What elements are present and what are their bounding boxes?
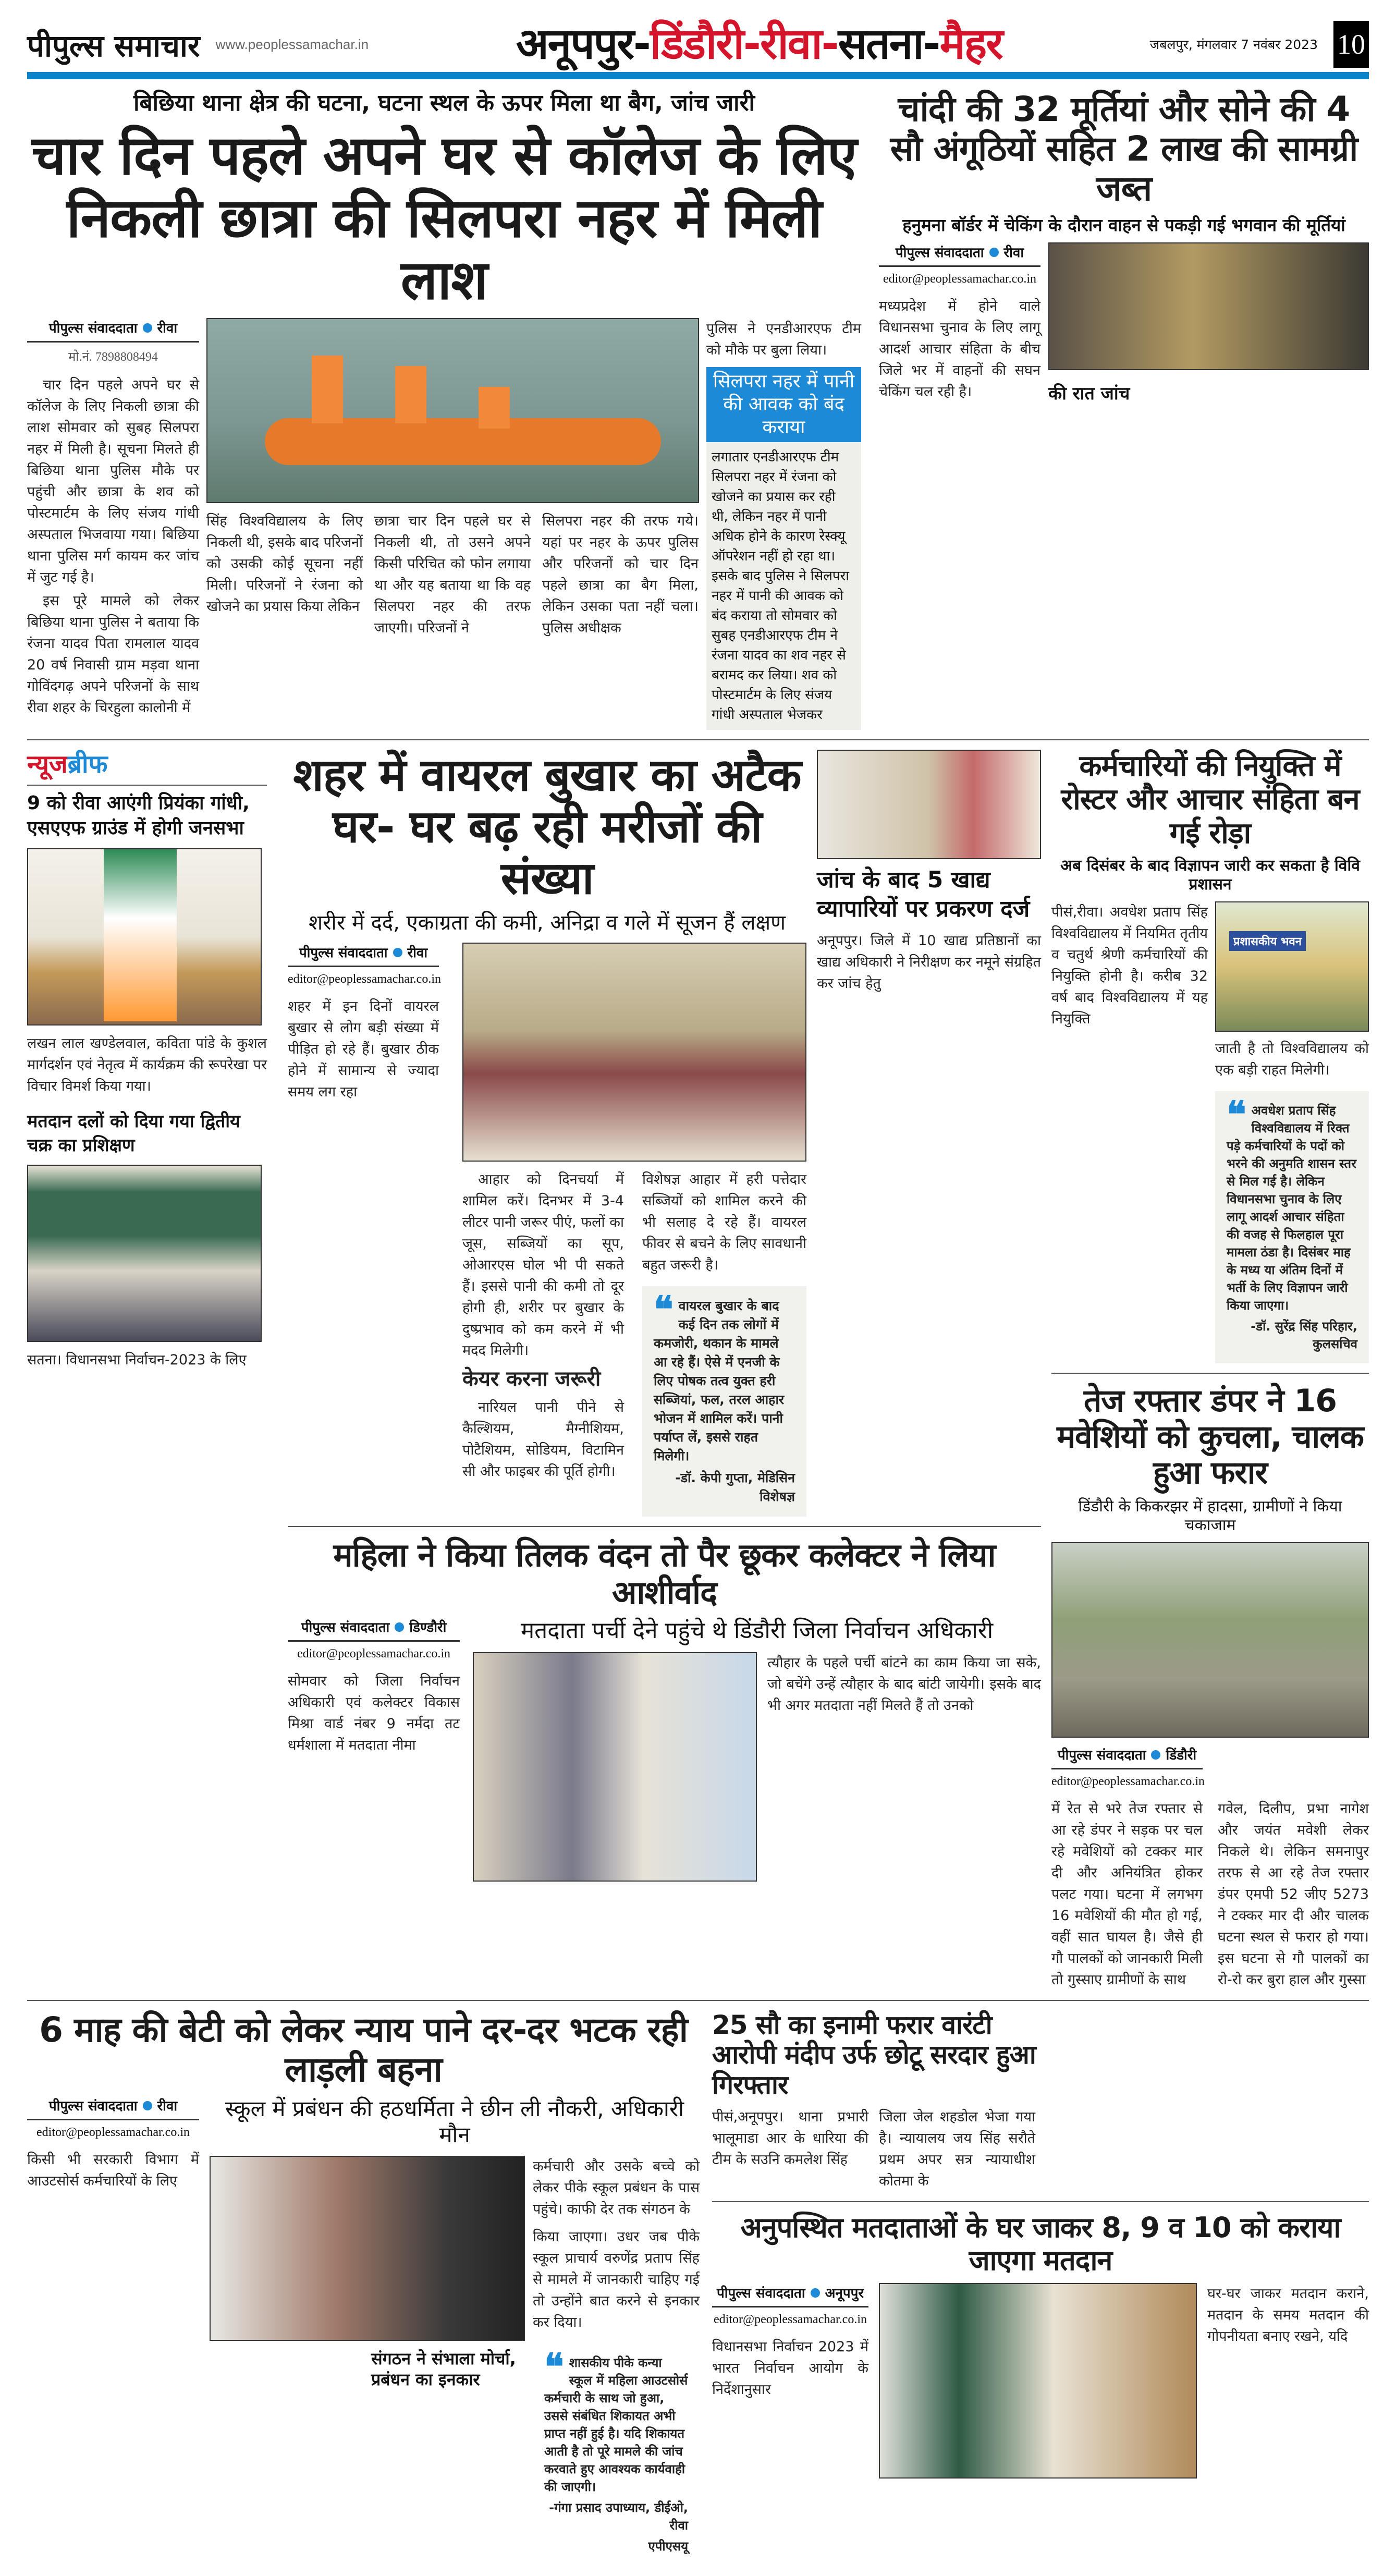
behna-headline: 6 माह की बेटी को लेकर न्याय पाने दर-दर भटक रही लाड़ली बहना [39,2009,688,2090]
a1-col4: सिलपरा नहर की तरफ गये। यहां पर नहर के ऊपर पुलिस और परिजनों को चार दिन पहले छात्रा का बैग मिला, लेकिन उसका पता नहीं चला। पुलिस अधीक्षक [542,512,699,636]
brief-label-2: ब्रीफ [67,749,108,779]
article-food-traders [817,750,1041,994]
divider [712,2201,1369,2202]
byline-city: डिंडौरी [1166,1747,1197,1763]
food-headline: जांच के बाद 5 खाद्य व्यापारियों पर प्रकरण दर्ज [817,866,1030,922]
viral-sub: शरीर में दर्द, एकाग्रता की कमी, अनिद्रा व गले में सूजन हैं लक्षण [308,911,786,935]
a2-sub: हनुमना बॉर्डर में चेकिंग के दौरान वाहन से पकड़ी गई भगवान की मूर्तियां [902,214,1345,235]
a1-left [27,318,199,721]
brief-1-headline: 9 को रीवा आएंगी प्रियंका गांधी, एसएएफ ग्राउंड में होगी जनसभा [27,792,250,839]
viral-subhead: केयर करना जरूरी [462,1367,601,1391]
roster-right [1215,901,1369,1363]
roster-photo-building [1215,901,1369,1032]
title-part: डिंडौरी-रीवा- [650,19,838,69]
a1-photo-rescue-boat [206,318,699,503]
divider [288,1526,1041,1527]
viral-body [288,943,806,1517]
a1-right [706,318,861,730]
byline-city: रीवा [1003,245,1024,261]
byline-city: रीवा [157,320,178,336]
dot-icon [143,2101,152,2110]
roster-body [1051,901,1369,1363]
person-shape [479,387,510,429]
byline [27,318,199,343]
article-warrant [712,2010,1040,2107]
article-collector [288,1536,1041,1881]
a1-body [27,318,861,730]
dot-icon [1151,1750,1160,1760]
behna-col3 [371,2348,525,2390]
roster-col1: पीसं,रीवा। अवधेश प्रताप सिंह विश्वविद्यालय में नियमित तृतीय व चतुर्थ श्रेणी कर्मचारियों की नियुक्ति होनी है। करीब 32 वर्ष बाद विश्वविद्यालय में यह नियुक्ति [1051,904,1208,1027]
behna-left [27,2096,199,2192]
absent-col1: विधानसभा निर्वाचन 2023 में भारत निर्वाचन आयोग के निर्देशानुसार [712,2338,868,2398]
byline-city: अनूपपुर [825,2285,864,2301]
viral-quote [642,1286,806,1517]
page-number: 10 [1333,21,1369,68]
behna-right [210,2096,700,2566]
viral-right [462,943,806,1517]
food-text: अनूपपुर। जिले में 10 खाद्य प्रतिष्ठानों का खाद्य अधिकारी ने निरीक्षण कर नमूने संग्रहित कर जांच हेतु [817,932,1041,992]
behna-quote [533,2343,700,2566]
title-part: सतना- [838,19,940,69]
dumper-headline: तेज रफ्तार डंपर ने 16 मवेशियों को कुचला, चालक हुआ फरार [1057,1382,1364,1491]
a2-photo-checking [1048,242,1369,370]
email[interactable]: editor@peoplessamachar.co.in [297,1647,450,1661]
absent-left [712,2283,868,2400]
article-roster [1051,750,1369,1363]
dumper-columns [1051,1798,1369,1991]
byline-city: रीवा [407,945,428,961]
dumper-byline-block [1051,1745,1203,1798]
a1-sidebox [706,367,861,730]
divider [1051,1373,1369,1374]
viral-col3 [642,1169,806,1517]
row-top [27,90,1369,730]
email[interactable]: editor@peoplessamachar.co.in [883,272,1036,286]
a2-col1: मध्यप्रदेश में होने वाले विधानसभा चुनाव के लिए लागू आदर्श आचार संहिता के बीच जिले भर में वाहनों की सघन चेकिंग चल रही है। [879,298,1040,400]
paragraph: इस पूरे मामले को लेकर बिछिया थाना पुलिस ने बताया कि रंजना यादव पिता रामलाल यादव 20 वर्ष निवासी ग्राम मड़वा थाना गोविंदगढ़ अपने परिजनों के साथ रीवा शहर के चिरहुला कालोनी में [27,592,199,716]
quote-icon: ❝ [1227,1092,1246,1136]
brief-2-headline: मतदान दलों को दिया गया द्वितीय चक्र का प्रशिक्षण [27,1111,240,1156]
dumper-photo [1051,1542,1369,1738]
paragraph: कर्मचारी और उसके बच्चे को लेकर पीके स्कूल प्रबंधन के पास पहुंचे। काफी देर तक संगठन के [533,2158,700,2217]
issue-date: जबलपुर, मंगलवार 7 नवंबर 2023 [1149,37,1318,53]
divider [27,2000,1369,2001]
viral-headline: शहर में वायरल बुखार का अटैक घर- घर बढ़ रही मरीजों की संख्या [293,749,801,905]
a1-columns [206,510,699,639]
dot-icon [989,248,999,257]
byline-label: पीपुल्स संवाददाता [301,1620,390,1636]
quote-tag: एपीएसयू [648,2538,688,2554]
article-idols-seized [879,90,1369,405]
behna-col4 [533,2156,700,2566]
behna-middle [210,2156,525,2390]
boat-shape [265,418,661,465]
quote-icon: ❝ [654,1288,673,1332]
byline-label: पीपुल्स संवाददाता [48,320,138,336]
byline-label: पीपुल्स संवाददाता [299,945,388,961]
collector-headline: महिला ने किया तिलक वंदन तो पैर छूकर कलेक्टर ने लिया आशीर्वाद [333,1536,996,1611]
a2-right [1048,242,1369,405]
a2-body [879,242,1369,405]
absent-photo [879,2283,1197,2479]
title-part: मैहर [939,19,1002,69]
phone: मो.नं. 7898808494 [68,350,158,364]
news-brief [27,750,267,1371]
email[interactable]: editor@peoplessamachar.co.in [36,2125,190,2139]
dumper-col1: में रेत से भरे तेज रफ्तार से आ रहे डंपर ने सड़क पर चल रहे मवेशियों को टक्कर मार दी और अनियंत्रित होकर पलट गया। घटना में लगभग 16 मवेशियों की मौत हो गई, वहीं सात घायल है। जैसे ही गौ पालकों को जानकारी मिली तो गुस्साए ग्रामीणों के साथ [1051,1800,1203,1988]
sidebox-title: सिलपरा नहर में पानी की आवक को बंद कराया [706,367,861,442]
collector-media [473,1652,1041,1882]
quote-text: अवधेश प्रताप सिंह विश्वविद्यालय में रिक्त पड़े कर्मचारियों के पदों को भरने की अनुमति शासन स्तर से मिल गई है। लेकिन विधानसभा चुनाव के लिए लागू आदर्श आचार संहिता की वजह से फिलहाल पूरा मामला ठंडा है। दिसंबर माह के मध्य या अंतिम दिनों में भर्ती के लिए विज्ञापन जारी किया जाएगा। [1227,1103,1356,1313]
email[interactable]: editor@peoplessamachar.co.in [1051,1774,1205,1788]
person-shape [395,366,426,423]
byline-city: रीवा [157,2098,178,2114]
dot-icon [143,323,152,333]
byline-label: पीपुल्स संवाददाता [895,245,984,261]
byline-label: पीपुल्स संवाददाता [716,2285,805,2301]
middle-top [288,750,1041,1517]
logo: पीपुल्स समाचार [27,28,200,64]
section-title [384,21,1134,68]
warrant-headline: 25 सौ का इनामी फरार वारंटी आरोपी मंदीप उर्फ छोटू सरदार हुआ गिरफ्तार [712,2009,1036,2100]
behna-photo [210,2156,525,2341]
viral-col2 [462,1169,624,1484]
viral-col1: शहर में इन दिनों वायरल बुखार से लोग बड़ी संख्या में पीड़ित हो रहे हैं। बुखार ठीक होने में सामान्य से ज्यादा समय लग रहा [288,998,439,1101]
title-part: अनूपपुर- [516,19,650,69]
brief-label [27,750,267,780]
middle-column [288,750,1041,1882]
absent-body [712,2283,1369,2479]
roster-sub: अब दिसंबर के बाद विज्ञापन जारी कर सकता है विवि प्रशासन [1060,856,1360,894]
paragraph: चार दिन पहले अपने घर से कॉलेज के लिए निकली छात्रा की लाश सोमवार को सुबह सिलपरा नहर में मिली है। सूचना मिलते ही बिछिया थाना पुलिस मौके पर पहुंची और छात्रा के शव को पोस्टमार्टम के लिए संजय गांधी अस्पताल भिजवाया गया। बिछिया थाना पुलिस मर्ग कायम कर जांच में जुट गई है। [27,376,199,585]
collector-col1: सोमवार को जिला निर्वाचन अधिकारी एवं कलेक्टर विकास मिश्रा वार्ड नंबर 9 नर्मदा तट धर्मशाला में मतदाता नीमा [288,1673,460,1754]
dumper-col2: गवेल, दिलीप, प्रभा नागेश और जयंत मवेशी लेकर निकले थे। लेकिन समनापुर तरफ से आ रहे तेज रफ्तार डंपर एमपी 52 जीए 5273 ने टक्कर मार दी और चालक घटना स्थल से फरार हो गया। इस घटना से गौ पालकों का रो-रो कर बुरा हाल और गुस्सा [1218,1800,1369,1988]
dumper-sub: डिंडौरी के किकरझर में हादसा, ग्रामीणों ने किया चकाजाम [1078,1497,1342,1534]
behna-subhead: संगठन ने संभाला मोर्चा, प्रबंधन का इनकार [371,2348,516,2389]
byline-label: पीपुल्स संवाददाता [1057,1747,1146,1763]
quote-attribution: -डॉ. सुरेंद्र सिंह परिहार, कुलसचिव [1251,1318,1357,1351]
quote-text: वायरल बुखार के बाद कई दिन तक लोगों में कमजोरी, थकान के मामले आ रहे हैं। ऐसे में एनजी के लिए पोषक तत्व युक्त हरी सब्जियां, फल, तरल आहार भोजन में शामिल करें। पानी पर्याप्त लें, इससे राहत मिलेगी। [654,1298,785,1464]
warrant-columns [712,2106,1369,2192]
quote-text: शासकीय पीके कन्या स्कूल में महिला आउटसोर्स कर्मचारी के साथ जो हुआ, उससे संबंधित शिकायत अभी प्राप्त नहीं हुई है। यदि शिकायत आती है तो पूरे मामले की जांच करवाते हुए आवश्यक कार्यवाही की जाएगी। [544,2355,688,2494]
a1-col2: सिंह विश्वविद्यालय के लिए निकली थी, इसके बाद परिजनों को उसकी कोई सूचना नहीं मिली। परिजनों ने रंजना को खोजने का प्रयास किया लेकिन [206,512,363,615]
collector-right [473,1617,1041,1882]
collector-sub: मतदाता पर्ची देने पहुंचे थे डिंडौरी जिला निर्वाचन अधिकारी [520,1617,994,1644]
sidebox-text: लगातार एनडीआरएफ टीम सिलपरा नहर में रंजना को खोजने का प्रयास कर रही थी, लेकिन नहर में पानी अधिक होने के कारण रेस्क्यू ऑपरेशन नहीं हो रहा था। इसके बाद पुलिस ने सिलपरा नहर में पानी की आवक को बंद कराया तो सोमवार को सुबह एनडीआरएफ टीम ने रंजना यादव का शव नहर से बरामद कर लिया। शव को पोस्टमार्टम के लिए संजय गांधी अस्पताल भेजकर [712,449,849,723]
a1-col5-top: पुलिस ने एनडीआरएफ टीम को मौके पर बुला लिया। [706,320,861,358]
brief-1-text: लखन लाल खण्डेलवाल, कविता पांडे के कुशल मार्गदर्शन एवं नेतृत्व में कार्यक्रम की रूपरेखा पर विचार विमर्श किया गया। [27,1035,267,1095]
divider [27,785,267,786]
a1-middle [206,318,699,639]
absent-headline: अनुपस्थित मतदाताओं के घर जाकर 8, 9 व 10 को कराया जाएगा मतदान [740,2211,1341,2277]
viral-left [288,943,439,1103]
food-photo [817,750,1041,859]
paragraph: किया जाएगा। उधर जब पीके स्कूल प्राचार्य वरुणेंद्र प्रताप सिंह से मामले में जानकारी चाहिए गई तो उन्होंने बात करने से इनकार कर दिया। [533,2228,700,2330]
article-viral-fever [288,750,806,1517]
article-absent-voters [712,2212,1369,2478]
byline-city: डिण्डौरी [409,1620,447,1636]
roster-headline: कर्मचारियों की नियुक्ति में रोस्टर और आचार संहिता बन गई रोड़ा [1061,749,1360,850]
brief-2-text: सतना। विधानसभा निर्वाचन-2023 के लिए [27,1352,247,1369]
building-sign: प्रशासकीय भवन [1229,931,1306,951]
divider [27,739,1369,740]
roster-col2: जाती है तो विश्वविद्यालय को एक बड़ी राहत मिलेगी। [1215,1040,1369,1078]
behna-media [210,2156,700,2566]
article-college-student [27,90,861,730]
absent-col2: घर-घर जाकर मतदान कराने, मतदान के समय मतदान की गोपनीयता बनाए रखने, यदि [1207,2285,1369,2345]
email[interactable]: editor@peoplessamachar.co.in [714,2312,867,2326]
article-dumper [1051,1383,1369,1991]
quote-attribution: -गंगा प्रसाद उपाध्याय, डीईओ, रीवा [549,2500,688,2533]
brief-label-1: न्यूज [27,749,68,779]
website[interactable]: www.peoplessamachar.in [215,36,369,52]
brief-1-photo [27,848,262,1025]
viral-columns [462,1169,806,1517]
a1-headline: चार दिन पहले अपने घर से कॉलेज के लिए निकली छात्रा की सिलपरा नहर में मिली लाश [31,123,857,312]
dot-icon [395,1622,404,1632]
a2-left [879,242,1040,402]
a1-col3: छात्रा चार दिन पहले घर से निकली थी, तो उसने अपने किसी परिचित को फोन लगाया था और यह बताया था कि वह सिलपरा नहर की तरफ जाएगी। परिजनों ने [374,512,531,636]
collector-left [288,1617,460,1756]
email[interactable]: editor@peoplessamachar.co.in [288,972,441,986]
bottom-right [712,2010,1369,2479]
quote-attribution: -डॉ. केपी गुप्ता, मेडिसिन विशेषज्ञ [675,1470,795,1505]
behna-col1: किसी भी सरकारी विभाग में आउटसोर्स कर्मचारियों के लिए [27,2151,199,2189]
paragraph: नारियल पानी पीने से कैल्शियम, मैग्नीशियम, पोटैशियम, सोडियम, विटामिन सी और फाइबर की पूर्ति होगी। [462,1399,624,1480]
collector-body [288,1617,1041,1882]
a2-headline: चांदी की 32 मूर्तियां और सोने की 4 सौ अंगूठियों सहित 2 लाख की सामग्री जब्त [890,89,1358,209]
row-bottom [27,2010,1369,2566]
banner [104,849,177,1021]
warrant-col1: पीसं,अनूपपुर। थाना प्रभारी भालूमाडा आर के धारिया की टीम के सउनि कमलेश सिंह [712,2109,868,2168]
collector-col2: त्यौहार के पहले पर्ची बांटने का काम किया जा सके, जो बचेंगे उन्हें त्यौहार के बाद बांटी जायेगी। इसके बाद भी अगर मतदाता नहीं मिलते हैं तो उनको [767,1654,1041,1714]
byline-label: पीपुल्स संवाददाता [48,2098,138,2114]
right-column [1051,750,1369,1991]
behna-sub: स्कूल में प्रबंधन की हठधर्मिता ने छीन ली नौकरी, अधिकारी मौन [225,2095,684,2148]
masthead [27,21,1369,68]
a2-subhead: की रात जांच [1048,383,1130,405]
quote-icon: ❝ [544,2345,564,2388]
paragraph: आहार को दिनचर्या में शामिल करें। दिनभर में 3-4 लीटर पानी जरूर पीएं, फलों का जूस, सब्जियों का सूप, ओआरएस घोल भी पी सकते हैं। इससे पानी की कमी तो दूर होगी ही, शरीर पर बुखार के दुष्प्रभाव को कम करने में भी मदद मिलेगी। [462,1171,624,1359]
a1-kicker: बिछिया थाना क्षेत्र की घटना, घटना स्थल के ऊपर मिला था बैग, जांच जारी [133,90,755,117]
person-shape [312,356,343,423]
article-ladli-behna [27,2010,700,2566]
collector-photo [473,1652,757,1882]
brief-2-photo [27,1165,262,1342]
masthead-bar [27,72,1369,79]
behna-body [27,2096,700,2566]
paragraph: विशेषज्ञ आहार में हरी पत्तेदार सब्जियों को शामिल करने की भी सलाह दे रहे हैं। वायरल फीवर से बचने के लिए सावधानी बहुत जरूरी है। [642,1171,806,1274]
warrant-col2: जिला जेल शहडोल भेजा गया है। न्यायालय जय सिंह सरौते प्रथम अपर सत्र न्यायाधीश कोतमा के [879,2109,1035,2190]
roster-quote [1215,1091,1369,1363]
dot-icon [393,948,402,957]
dot-icon [811,2288,820,2298]
row-middle [27,750,1369,1991]
a1-col1 [27,374,199,721]
viral-photo-hospital [462,943,806,1162]
